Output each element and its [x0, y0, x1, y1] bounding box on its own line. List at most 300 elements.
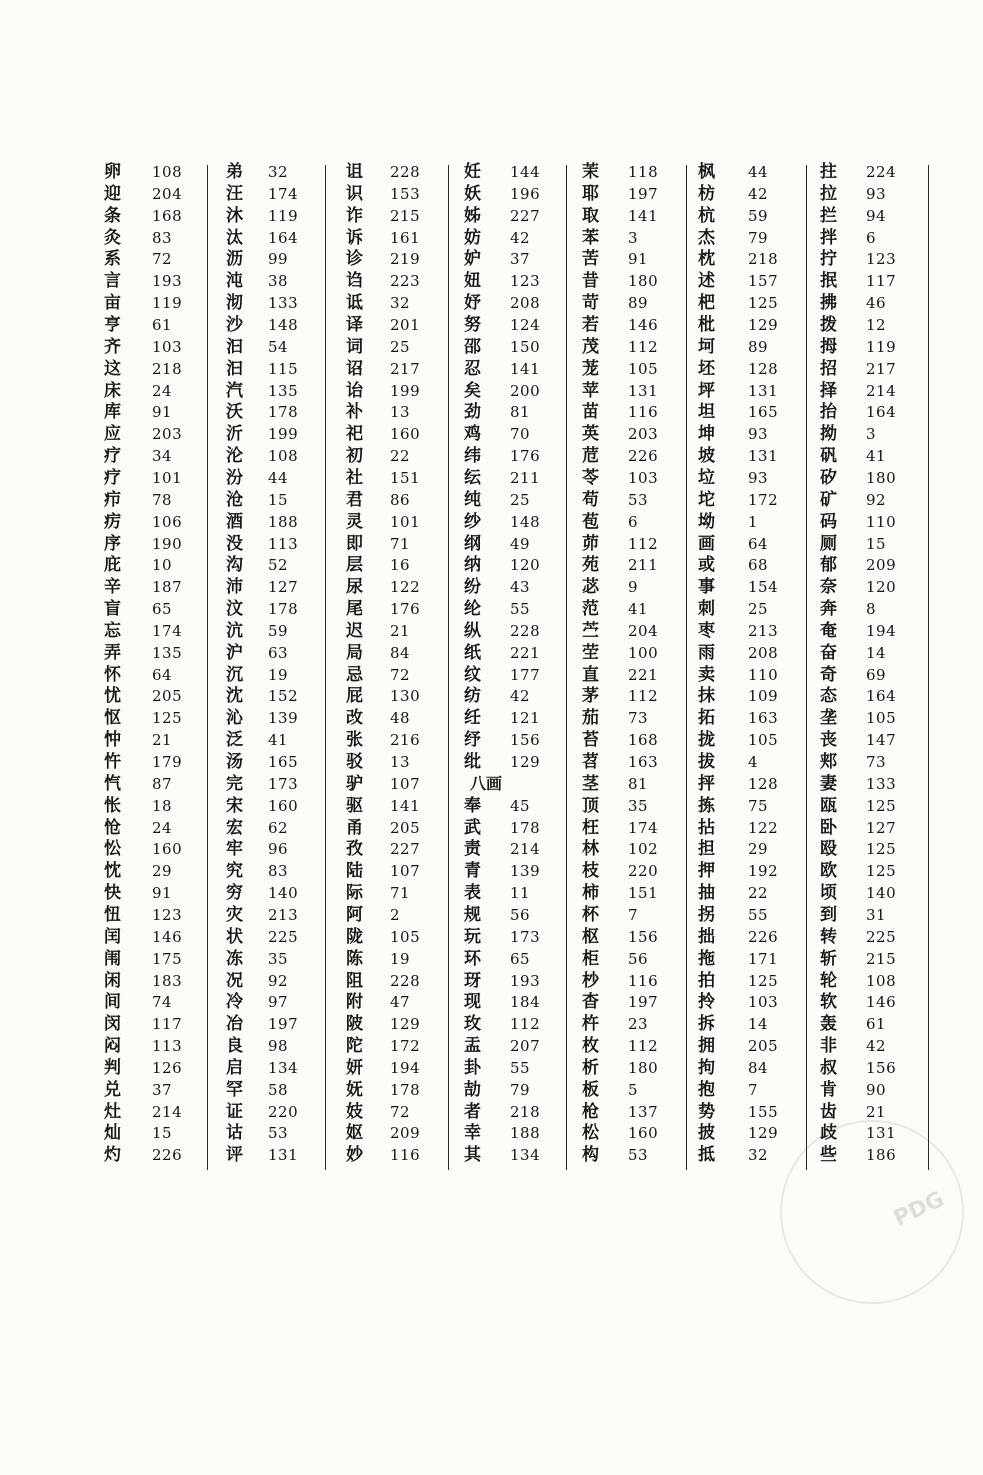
entry-character: 歧 — [820, 1123, 837, 1144]
entry-character: 汶 — [226, 599, 243, 619]
entry-page-number: 123 — [866, 250, 897, 269]
entry-page-number: 165 — [748, 403, 779, 422]
entry-page-number: 31 — [866, 905, 887, 924]
entry-page-number: 226 — [152, 1146, 183, 1165]
entry-page-number: 25 — [390, 337, 411, 356]
entry-page-number: 29 — [748, 840, 769, 859]
entry-character: 幸 — [464, 1123, 481, 1144]
entry-page-number: 108 — [152, 163, 183, 181]
entry-page-number: 91 — [628, 250, 649, 269]
entry-page-number: 103 — [748, 993, 779, 1012]
entry-page-number: 125 — [866, 862, 897, 881]
entry-page-number: 160 — [390, 425, 421, 444]
entry-character: 玩 — [464, 926, 481, 947]
entry-page-number: 154 — [748, 578, 779, 597]
entry-page-number: 25 — [510, 490, 531, 509]
entry-page-number: 157 — [748, 272, 779, 291]
entry-page-number: 58 — [268, 1080, 289, 1099]
entry-character: 灾 — [226, 904, 243, 925]
entry-character: 纹 — [464, 664, 481, 685]
entry-character: 屁 — [346, 686, 363, 707]
entry-character: 沉 — [226, 664, 243, 685]
entry-character: 妖 — [464, 183, 481, 204]
entry-page-number: 214 — [866, 381, 897, 400]
entry-character: 厕 — [820, 533, 837, 554]
entry-character: 劲 — [464, 402, 481, 423]
entry-character: 罕 — [226, 1079, 243, 1100]
entry-page-number: 127 — [866, 818, 897, 837]
entry-character: 柿 — [582, 883, 599, 904]
entry-character: 迎 — [104, 183, 121, 204]
entry-character: 拙 — [698, 926, 715, 947]
entry-character: 板 — [582, 1079, 599, 1100]
entry-character: 郁 — [820, 555, 837, 576]
entry-character: 姊 — [464, 205, 481, 226]
entry-page-number: 41 — [268, 731, 289, 750]
entry-page-number: 91 — [152, 884, 173, 903]
entry-character: 直 — [582, 664, 599, 685]
entry-page-number: 100 — [628, 643, 659, 662]
column-divider — [686, 165, 687, 1170]
entry-character: 茎 — [582, 773, 599, 794]
entry-page-number: 65 — [510, 949, 531, 968]
entry-character: 沆 — [226, 620, 243, 641]
entry-page-number: 72 — [152, 250, 173, 269]
entry-character: 盲 — [104, 599, 121, 619]
entry-character: 坦 — [698, 402, 715, 423]
entry-page-number: 160 — [628, 1124, 659, 1143]
entry-character: 茆 — [582, 533, 599, 554]
entry-page-number: 192 — [748, 862, 779, 881]
entry-page-number: 131 — [268, 1146, 299, 1165]
entry-character: 表 — [464, 883, 481, 904]
entry-character: 昔 — [582, 271, 599, 292]
entry-character: 兑 — [104, 1079, 121, 1100]
entry-character: 牢 — [226, 839, 243, 860]
entry-page-number: 214 — [510, 840, 541, 859]
entry-character: 层 — [346, 555, 363, 576]
entry-page-number: 112 — [628, 337, 659, 356]
entry-character: 奋 — [820, 642, 837, 663]
entry-page-number: 133 — [866, 774, 897, 793]
entry-page-number: 221 — [510, 643, 541, 662]
entry-page-number: 208 — [510, 294, 541, 313]
entry-page-number: 72 — [390, 1102, 411, 1121]
entry-page-number: 186 — [866, 1146, 897, 1165]
entry-character: 矿 — [820, 489, 837, 510]
entry-character: 诏 — [346, 358, 363, 379]
entry-character: 陀 — [346, 1036, 363, 1056]
entry-character: 拥 — [698, 1036, 715, 1056]
entry-page-number: 90 — [866, 1080, 887, 1099]
entry-page-number: 6 — [628, 512, 639, 531]
entry-character: 冻 — [226, 948, 243, 969]
entry-page-number: 226 — [628, 447, 659, 466]
entry-page-number: 3 — [628, 228, 639, 247]
entry-character: 卦 — [464, 1057, 481, 1078]
entry-page-number: 16 — [390, 556, 411, 575]
entry-character: 拍 — [698, 970, 715, 991]
entry-character: 纴 — [464, 708, 481, 729]
entry-character: 社 — [346, 467, 363, 488]
entry-character: 刺 — [698, 599, 715, 619]
entry-page-number: 117 — [866, 272, 897, 291]
entry-character: 言 — [104, 271, 121, 292]
entry-character: 拢 — [698, 730, 715, 751]
entry-character: 苟 — [582, 489, 599, 510]
stroke-section-header: 八画 — [470, 773, 503, 793]
entry-character: 盂 — [464, 1036, 481, 1056]
entry-character: 况 — [226, 970, 243, 991]
entry-page-number: 79 — [510, 1080, 531, 1099]
entry-character: 忾 — [104, 773, 121, 794]
entry-page-number: 130 — [390, 687, 421, 706]
entry-character: 责 — [464, 839, 481, 860]
entry-page-number: 22 — [748, 884, 769, 903]
entry-page-number: 59 — [748, 206, 769, 225]
entry-character: 苹 — [582, 380, 599, 401]
entry-page-number: 120 — [510, 556, 541, 575]
entry-page-number: 110 — [748, 665, 779, 684]
entry-page-number: 177 — [510, 665, 541, 684]
entry-character: 纱 — [464, 511, 481, 532]
entry-page-number: 127 — [268, 578, 299, 597]
entry-character: 顶 — [582, 795, 599, 816]
entry-page-number: 113 — [268, 534, 299, 553]
entry-page-number: 7 — [748, 1080, 759, 1099]
entry-character: 卖 — [698, 664, 715, 685]
entry-page-number: 147 — [866, 731, 897, 750]
column-divider — [566, 165, 567, 1170]
entry-character: 冶 — [226, 1014, 243, 1035]
entry-page-number: 45 — [510, 796, 531, 815]
entry-page-number: 118 — [628, 163, 659, 181]
entry-character: 妙 — [346, 1145, 363, 1166]
entry-character: 苎 — [582, 620, 599, 641]
entry-character: 拔 — [698, 752, 715, 772]
entry-page-number: 84 — [748, 1058, 769, 1077]
entry-character: 抹 — [698, 686, 715, 707]
entry-page-number: 108 — [866, 971, 897, 990]
entry-character: 邵 — [464, 336, 481, 357]
entry-character: 坡 — [698, 446, 715, 467]
entry-character: 即 — [346, 533, 363, 554]
entry-character: 卵 — [104, 162, 121, 182]
entry-character: 亨 — [104, 315, 121, 335]
entry-character: 疗 — [104, 467, 121, 488]
entry-page-number: 125 — [152, 709, 183, 728]
entry-character: 枫 — [698, 162, 715, 182]
entry-character: 条 — [104, 205, 121, 226]
entry-character: 怄 — [104, 708, 121, 729]
entry-character: 苊 — [582, 446, 599, 467]
entry-page-number: 178 — [390, 1080, 421, 1099]
entry-character: 妤 — [464, 293, 481, 314]
entry-character: 析 — [582, 1057, 599, 1078]
entry-page-number: 178 — [268, 600, 299, 618]
entry-page-number: 74 — [152, 993, 173, 1012]
entry-page-number: 125 — [748, 294, 779, 313]
entry-page-number: 156 — [628, 927, 659, 946]
entry-character: 拣 — [698, 795, 715, 816]
entry-character: 妻 — [820, 773, 837, 794]
entry-page-number: 126 — [152, 1058, 183, 1077]
entry-page-number: 63 — [268, 643, 289, 662]
entry-page-number: 139 — [268, 709, 299, 728]
entry-page-number: 6 — [866, 228, 877, 247]
entry-page-number: 194 — [866, 621, 897, 640]
entry-character: 沈 — [226, 686, 243, 707]
entry-page-number: 217 — [390, 359, 421, 378]
entry-page-number: 129 — [748, 1124, 779, 1143]
entry-page-number: 180 — [866, 468, 897, 487]
column-divider — [207, 165, 208, 1170]
entry-page-number: 175 — [152, 949, 183, 968]
entry-page-number: 153 — [390, 184, 421, 203]
entry-character: 汾 — [226, 467, 243, 488]
entry-page-number: 205 — [152, 687, 183, 706]
entry-page-number: 87 — [152, 774, 173, 793]
entry-character: 矾 — [820, 446, 837, 467]
column-divider — [928, 165, 929, 1170]
entry-character: 枋 — [698, 183, 715, 204]
entry-character: 妪 — [346, 1123, 363, 1144]
entry-page-number: 218 — [510, 1102, 541, 1121]
entry-page-number: 193 — [510, 971, 541, 990]
entry-page-number: 217 — [866, 359, 897, 378]
entry-character: 枇 — [698, 315, 715, 335]
entry-page-number: 61 — [866, 1015, 887, 1034]
watermark-text: PDG — [890, 1186, 949, 1232]
entry-page-number: 99 — [268, 250, 289, 269]
entry-character: 抵 — [698, 1145, 715, 1166]
entry-page-number: 75 — [748, 796, 769, 815]
entry-character: 纯 — [464, 489, 481, 510]
entry-page-number: 94 — [866, 206, 887, 225]
entry-page-number: 53 — [268, 1124, 289, 1143]
entry-character: 穷 — [226, 883, 243, 904]
entry-character: 诒 — [346, 380, 363, 401]
entry-page-number: 188 — [268, 512, 299, 531]
entry-page-number: 141 — [628, 206, 659, 225]
entry-page-number: 41 — [866, 447, 887, 466]
entry-page-number: 226 — [748, 927, 779, 946]
entry-page-number: 129 — [510, 753, 541, 771]
entry-character: 拈 — [698, 817, 715, 838]
entry-character: 拨 — [820, 315, 837, 335]
entry-page-number: 5 — [628, 1080, 639, 1099]
entry-page-number: 112 — [510, 1015, 541, 1034]
entry-character: 坪 — [698, 380, 715, 401]
entry-page-number: 54 — [268, 337, 289, 356]
entry-character: 松 — [582, 1123, 599, 1144]
entry-page-number: 116 — [390, 1146, 421, 1165]
entry-page-number: 213 — [748, 621, 779, 640]
entry-page-number: 56 — [628, 949, 649, 968]
entry-page-number: 204 — [152, 184, 183, 203]
entry-character: 诋 — [346, 293, 363, 314]
entry-character: 杯 — [582, 904, 599, 925]
entry-character: 疖 — [104, 489, 121, 510]
entry-character: 茉 — [582, 162, 599, 182]
entry-character: 若 — [582, 315, 599, 335]
entry-character: 坨 — [698, 489, 715, 510]
entry-page-number: 227 — [510, 206, 541, 225]
entry-character: 忌 — [346, 664, 363, 685]
entry-page-number: 79 — [748, 228, 769, 247]
entry-page-number: 152 — [268, 687, 299, 706]
entry-character: 玫 — [464, 1014, 481, 1035]
entry-page-number: 187 — [152, 578, 183, 597]
entry-character: 拆 — [698, 1014, 715, 1035]
entry-character: 奔 — [820, 599, 837, 619]
entry-character: 陇 — [346, 926, 363, 947]
entry-character: 抨 — [698, 773, 715, 794]
entry-character: 词 — [346, 336, 363, 357]
entry-character: 沌 — [226, 271, 243, 292]
column-divider — [325, 165, 326, 1170]
entry-page-number: 89 — [748, 337, 769, 356]
entry-page-number: 122 — [748, 818, 779, 837]
entry-character: 拦 — [820, 205, 837, 226]
entry-character: 妍 — [346, 1057, 363, 1078]
entry-page-number: 203 — [628, 425, 659, 444]
entry-character: 阿 — [346, 904, 363, 925]
entry-character: 诈 — [346, 205, 363, 226]
entry-page-number: 194 — [390, 1058, 421, 1077]
entry-character: 码 — [820, 511, 837, 532]
entry-character: 拧 — [820, 249, 837, 270]
entry-character: 轰 — [820, 1014, 837, 1035]
entry-character: 环 — [464, 948, 481, 969]
entry-page-number: 37 — [510, 250, 531, 269]
entry-character: 补 — [346, 402, 363, 423]
entry-character: 沥 — [226, 249, 243, 270]
entry-character: 沧 — [226, 489, 243, 510]
entry-character: 坤 — [698, 424, 715, 445]
entry-character: 范 — [582, 599, 599, 619]
entry-character: 尾 — [346, 599, 363, 619]
entry-page-number: 188 — [510, 1124, 541, 1143]
entry-character: 苾 — [582, 577, 599, 598]
entry-page-number: 129 — [390, 1015, 421, 1034]
entry-character: 枣 — [698, 620, 715, 641]
entry-page-number: 102 — [628, 840, 659, 859]
entry-page-number: 151 — [628, 884, 659, 903]
entry-character: 妩 — [346, 1079, 363, 1100]
entry-page-number: 21 — [390, 621, 411, 640]
entry-character: 现 — [464, 992, 481, 1013]
entry-page-number: 125 — [866, 840, 897, 859]
entry-page-number: 15 — [152, 1124, 173, 1143]
entry-character: 瓯 — [820, 795, 837, 816]
entry-character: 识 — [346, 183, 363, 204]
entry-character: 规 — [464, 904, 481, 925]
entry-character: 祀 — [346, 424, 363, 445]
entry-page-number: 131 — [866, 1124, 897, 1143]
entry-character: 非 — [820, 1036, 837, 1056]
entry-character: 抿 — [820, 271, 837, 292]
entry-page-number: 42 — [510, 228, 531, 247]
entry-character: 齐 — [104, 336, 121, 357]
entry-character: 冷 — [226, 992, 243, 1013]
entry-page-number: 161 — [390, 228, 421, 247]
watermark-seal — [750, 1090, 983, 1335]
entry-character: 汩 — [226, 336, 243, 357]
entry-page-number: 172 — [390, 1037, 421, 1055]
entry-page-number: 134 — [510, 1146, 541, 1165]
entry-page-number: 112 — [628, 687, 659, 706]
entry-page-number: 49 — [510, 534, 531, 553]
entry-page-number: 1 — [748, 512, 759, 531]
entry-page-number: 65 — [152, 600, 173, 618]
entry-character: 迟 — [346, 620, 363, 641]
entry-page-number: 196 — [510, 184, 541, 203]
entry-character: 宏 — [226, 817, 243, 838]
entry-page-number: 29 — [152, 862, 173, 881]
entry-character: 杷 — [698, 293, 715, 314]
entry-character: 陆 — [346, 861, 363, 882]
entry-character: 怀 — [104, 664, 121, 685]
entry-character: 间 — [104, 992, 121, 1013]
entry-character: 沦 — [226, 446, 243, 467]
entry-character: 忍 — [464, 358, 481, 379]
entry-page-number: 21 — [152, 731, 173, 750]
entry-character: 纾 — [464, 730, 481, 751]
entry-character: 判 — [104, 1057, 121, 1078]
entry-page-number: 83 — [268, 862, 289, 881]
entry-character: 良 — [226, 1036, 243, 1056]
entry-page-number: 34 — [152, 447, 173, 466]
entry-character: 者 — [464, 1101, 481, 1122]
entry-page-number: 115 — [268, 359, 299, 378]
entry-character: 枕 — [698, 249, 715, 270]
entry-character: 驳 — [346, 752, 363, 772]
entry-character: 茄 — [582, 708, 599, 729]
entry-page-number: 168 — [152, 206, 183, 225]
entry-character: 库 — [104, 402, 121, 423]
entry-page-number: 41 — [628, 600, 649, 618]
entry-page-number: 22 — [390, 447, 411, 466]
entry-page-number: 197 — [628, 993, 659, 1012]
entry-page-number: 89 — [628, 294, 649, 313]
entry-character: 纸 — [464, 642, 481, 663]
entry-character: 茂 — [582, 336, 599, 357]
entry-page-number: 199 — [390, 381, 421, 400]
entry-character: 肯 — [820, 1079, 837, 1100]
entry-character: 坳 — [698, 511, 715, 532]
entry-page-number: 180 — [628, 1058, 659, 1077]
entry-page-number: 148 — [510, 512, 541, 531]
entry-page-number: 173 — [268, 774, 299, 793]
entry-character: 抱 — [698, 1079, 715, 1100]
entry-character: 诌 — [346, 271, 363, 292]
entry-character: 沂 — [226, 424, 243, 445]
entry-page-number: 14 — [748, 1015, 769, 1034]
entry-character: 柜 — [582, 948, 599, 969]
entry-page-number: 141 — [390, 796, 421, 815]
entry-page-number: 105 — [628, 359, 659, 378]
entry-page-number: 68 — [748, 556, 769, 575]
entry-page-number: 11 — [510, 884, 531, 903]
entry-page-number: 190 — [152, 534, 183, 553]
entry-page-number: 163 — [628, 753, 659, 771]
column-divider — [448, 165, 449, 1170]
entry-page-number: 148 — [268, 316, 299, 334]
entry-page-number: 215 — [866, 949, 897, 968]
entry-character: 沃 — [226, 402, 243, 423]
entry-character: 忱 — [104, 861, 121, 882]
